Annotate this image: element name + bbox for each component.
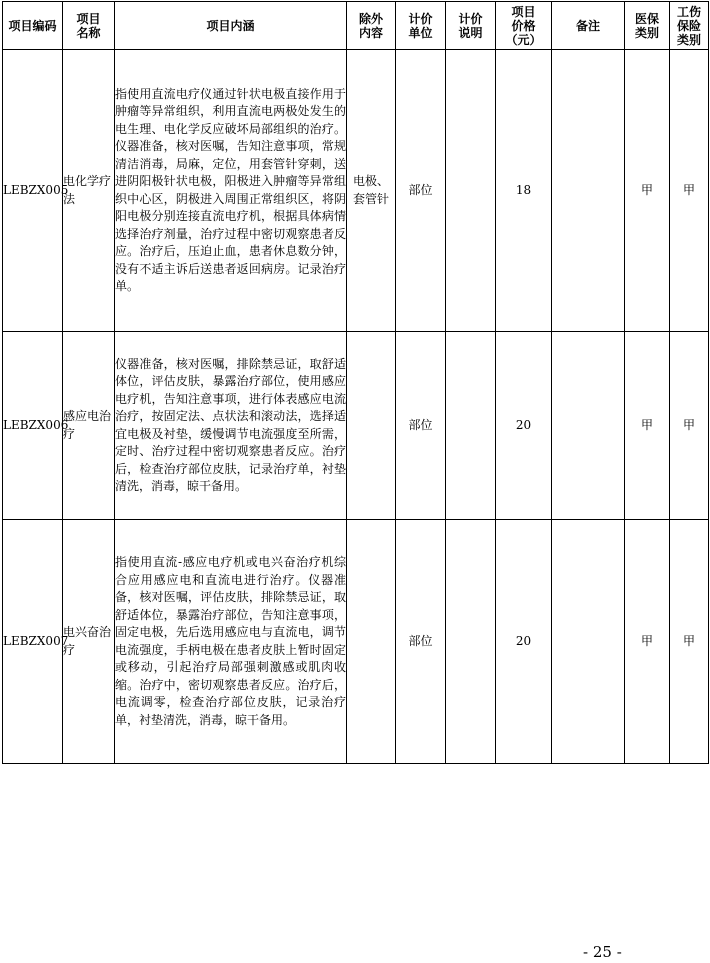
header-price-line: 价格 <box>511 18 536 33</box>
header-exclusions <box>347 2 396 50</box>
item-name: 电化学疗法 <box>63 50 115 332</box>
pricing-table <box>2 1 709 764</box>
header-pricing-note-line: 说明 <box>458 25 483 40</box>
header-medical-insurance <box>625 2 670 50</box>
header-work-injury-line: 保险 <box>676 18 701 33</box>
header-content <box>115 2 347 50</box>
item-price: 20 <box>496 520 552 764</box>
header-name-line: 项目 <box>76 11 101 26</box>
page-number: - 25 - <box>583 943 622 961</box>
header-name <box>63 2 115 50</box>
header-work-injury-line: 类别 <box>676 32 701 47</box>
item-unit: 部位 <box>396 332 446 520</box>
item-code: LEBZX007 <box>3 520 63 764</box>
item-remarks <box>552 50 625 332</box>
item-medical-insurance: 甲 <box>625 520 670 764</box>
header-unit-line: 单位 <box>408 25 433 40</box>
header-unit <box>396 2 446 50</box>
table-row <box>3 332 709 520</box>
header-unit-line: 计价 <box>408 11 433 26</box>
header-work-injury-insurance <box>670 2 709 50</box>
item-work-injury-insurance: 甲 <box>670 50 709 332</box>
item-price: 18 <box>496 50 552 332</box>
header-pricing-note-line: 计价 <box>458 11 483 26</box>
header-work-injury-line: 工伤 <box>676 4 701 19</box>
item-exclusions <box>347 520 396 764</box>
item-pricing-note <box>446 520 496 764</box>
header-code-line: 项目编码 <box>8 18 57 33</box>
item-pricing-note <box>446 332 496 520</box>
item-unit: 部位 <box>396 50 446 332</box>
item-content: 指使用直流电疗仪通过针状电极直接作用于肿瘤等异常组织，利用直流电两极处发生的电生理、电化学反应破坏局部组织的治疗。仪器准备，核对医嘱，告知注意事项，常规清洁消毒，局麻，定位，用套管针穿刺，送进阴阳极针状电极，阳极进入肿瘤等异常组织中心区，阴极进入周围正常组织区，将阴阳电极分别连接直流电疗机，根据具体病情选择治疗剂量，治疗过程中密切观察患者反应。治疗后，压迫止血，患者休息数分钟，没有不适主诉后送患者返回病房。记录治疗单。 <box>115 50 347 332</box>
header-medical-insurance-line: 医保 <box>634 11 659 26</box>
item-pricing-note <box>446 50 496 332</box>
table-row <box>3 50 709 332</box>
item-exclusions <box>347 50 396 332</box>
item-name: 电兴奋治疗 <box>63 520 115 764</box>
item-exclusions-line: 电极、 <box>352 174 389 188</box>
table-header-row <box>3 2 709 50</box>
header-code <box>3 2 63 50</box>
item-unit: 部位 <box>396 520 446 764</box>
item-content: 仪器准备，核对医嘱，排除禁忌证，取舒适体位，评估皮肤，暴露治疗部位，使用感应电疗机，告知注意事项，进行体表感应电流治疗，按固定法、点状法和滚动法，选择适宜电极及衬垫，缓慢调节电流强度至所需，定时、治疗过程中密切观察患者反应。治疗后，检查治疗部位皮肤，记录治疗单，衬垫清洗，消毒，晾干备用。 <box>115 332 347 520</box>
item-work-injury-insurance: 甲 <box>670 520 709 764</box>
header-remarks-line: 备注 <box>575 18 600 33</box>
header-content-line: 项目内涵 <box>206 18 255 33</box>
header-pricing-note <box>446 2 496 50</box>
header-price-line: （元） <box>505 32 542 47</box>
item-exclusions <box>347 332 396 520</box>
item-remarks <box>552 520 625 764</box>
header-exclusions-line: 除外 <box>358 11 383 26</box>
header-price <box>496 2 552 50</box>
item-medical-insurance: 甲 <box>625 50 670 332</box>
item-price: 20 <box>496 332 552 520</box>
item-remarks <box>552 332 625 520</box>
item-code: LEBZX005 <box>3 50 63 332</box>
header-remarks <box>552 2 625 50</box>
header-medical-insurance-line: 类别 <box>634 25 659 40</box>
item-code: LEBZX006 <box>3 332 63 520</box>
item-medical-insurance: 甲 <box>625 332 670 520</box>
table-row <box>3 520 709 764</box>
item-name: 感应电治疗 <box>63 332 115 520</box>
header-price-line: 项目 <box>511 4 536 19</box>
header-name-line: 名称 <box>76 25 101 40</box>
item-exclusions-line: 套管针 <box>352 191 389 206</box>
item-content: 指使用直流-感应电疗机或电兴奋治疗机综合应用感应电和直流电进行治疗。仪器准备，核对医嘱，评估皮肤，排除禁忌证，取舒适体位，暴露治疗部位，告知注意事项，固定电极，先后选用感应电与直流电，调节电流强度，手柄电极在患者皮肤上暂时固定或移动，引起治疗局部强刺激感或肌肉收缩。治疗中，密切观察患者反应。治疗后，电流调零，检查治疗部位皮肤，记录治疗单，衬垫清洗，消毒，晾干备用。 <box>115 520 347 764</box>
item-work-injury-insurance: 甲 <box>670 332 709 520</box>
header-exclusions-line: 内容 <box>358 25 383 40</box>
